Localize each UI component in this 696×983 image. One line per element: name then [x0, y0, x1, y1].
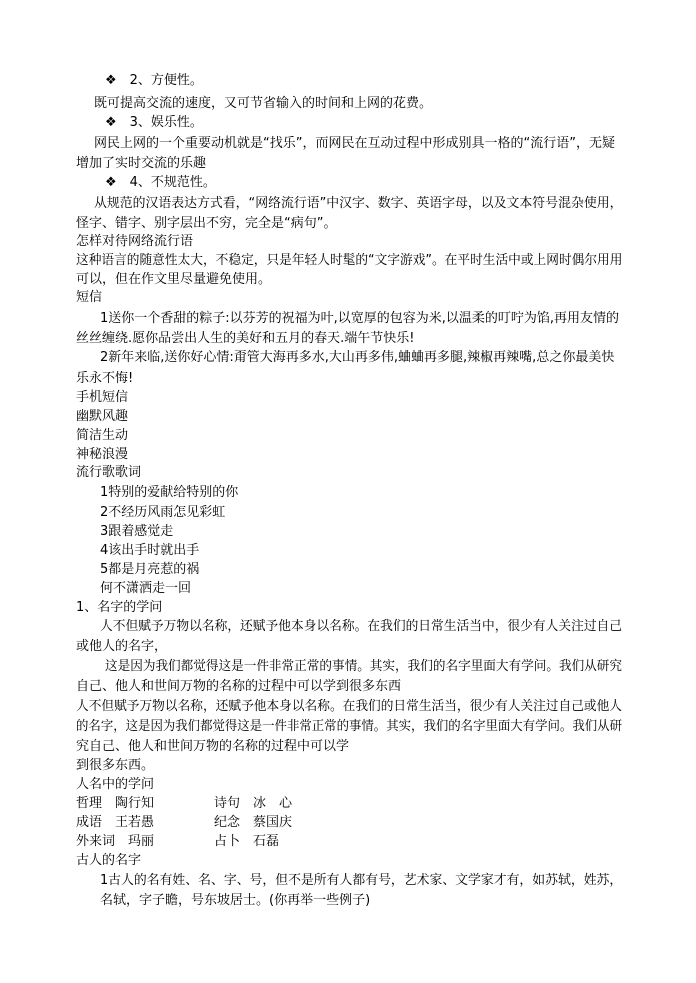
name-table-cell: 成语 王若愚 — [76, 815, 155, 830]
name-table-cell: 占卜 石磊 — [214, 834, 280, 849]
heading-line: 1、名字的学问 — [76, 600, 163, 615]
list-line: 何不潇洒走一回 — [100, 581, 192, 596]
heading-line: 流行歌歌词 — [76, 465, 142, 480]
bullet-line: ❖ 3、娱乐性。 — [105, 115, 203, 130]
paragraph-line: 增加了实时交流的乐趣 — [76, 156, 207, 171]
paragraph-line: 人不但赋予万物以名称，还赋予他本身以名称。在我们的日常生活当中，很少有人关注过自己 — [100, 619, 623, 634]
name-table-cell: 诗句 冰 心 — [214, 796, 293, 811]
paragraph-line: 怪字、错字、别字层出不穷，完全是“病句”。 — [76, 216, 337, 231]
paragraph-line: 究自己、他人和世间万物的名称的过程中可以学 — [76, 739, 350, 754]
paragraph-line: 1送你一个香甜的粽子:以芬芳的祝福为叶,以宽厚的包容为米,以温柔的叮咛为馅,再用友情的 — [100, 311, 620, 326]
paragraph-line: 自己、他人和世间万物的名称的过程中可以学到很多东西 — [76, 679, 402, 694]
paragraph-line: 乐永不悔! — [76, 371, 134, 386]
name-table-cell: 纪念 蔡国庆 — [214, 815, 293, 830]
paragraph-line: 到很多东西。 — [76, 758, 155, 773]
list-line: 幽默风趣 — [76, 409, 129, 424]
paragraph-line: 1古人的名有姓、名、字、号，但不是所有人都有号，艺术家、文学家才有，如苏轼，姓苏， — [100, 873, 623, 888]
paragraph-line: 可以，但在作文里尽量避免使用。 — [76, 272, 272, 287]
paragraph-line: 从规范的汉语表达方式看，“网络流行语”中汉字、数字、英语字母，以及文本符号混杂使用， — [94, 196, 623, 211]
name-table-cell: 哲理 陶行知 — [76, 796, 155, 811]
list-line: 1特别的爱献给特别的你 — [100, 485, 239, 500]
paragraph-line: 人不但赋予万物以名称，还赋予他本身以名称。在我们的日常生活当，很少有人关注过自己或他人 — [76, 699, 622, 714]
paragraph-line: 网民上网的一个重要动机就是“找乐”，而网民在互动过程中形成别具一格的“流行语”，无疑 — [94, 136, 615, 151]
paragraph-line: 丝丝缠绕.愿你品尝出人生的美好和五月的春天.端午节快乐! — [76, 331, 415, 346]
list-line: 简洁生动 — [76, 428, 129, 443]
heading-line: 怎样对待网络流行语 — [76, 234, 194, 249]
paragraph-line: 2新年来临,送你好心情:甭管大海再多水,大山再多伟,蛐蛐再多腿,辣椒再辣嘴,总之你最美快 — [100, 350, 615, 365]
list-line: 5都是月亮惹的祸 — [100, 562, 200, 577]
list-line: 神秘浪漫 — [76, 447, 129, 462]
name-table-cell: 外来词 玛丽 — [76, 834, 155, 849]
list-line: 2不经历风雨怎见彩虹 — [100, 505, 226, 520]
heading-line: 手机短信 — [76, 390, 129, 405]
paragraph-line: 名轼，字子瞻，号东坡居士。(你再举一些例子) — [100, 893, 371, 908]
paragraph-line: 既可提高交流的速度，又可节省输入的时间和上网的花费。 — [94, 96, 433, 111]
heading-line: 短信 — [76, 290, 103, 305]
list-line: 3跟着感觉走 — [100, 524, 174, 539]
heading-line: 古人的名字 — [76, 853, 142, 868]
list-line: 4该出手时就出手 — [100, 543, 200, 558]
paragraph-line: 这种语言的随意性太大，不稳定，只是年轻人时髦的“文字游戏”。在平时生活中或上网时偶尔用用 — [76, 253, 623, 268]
paragraph-line: 这是因为我们都觉得这是一件非常正常的事情。其实，我们的名字里面大有学问。我们从研究 — [105, 659, 623, 674]
bullet-line: ❖ 2、方便性。 — [105, 73, 203, 88]
bullet-line: ❖ 4、不规范性。 — [105, 175, 216, 190]
paragraph-line: 的名字，这是因为我们都觉得这是一件非常正常的事情。其实，我们的名字里面大有学问。我们从研 — [76, 719, 622, 734]
heading-line: 人名中的学问 — [76, 777, 155, 792]
paragraph-line: 或他人的名字， — [76, 639, 168, 654]
